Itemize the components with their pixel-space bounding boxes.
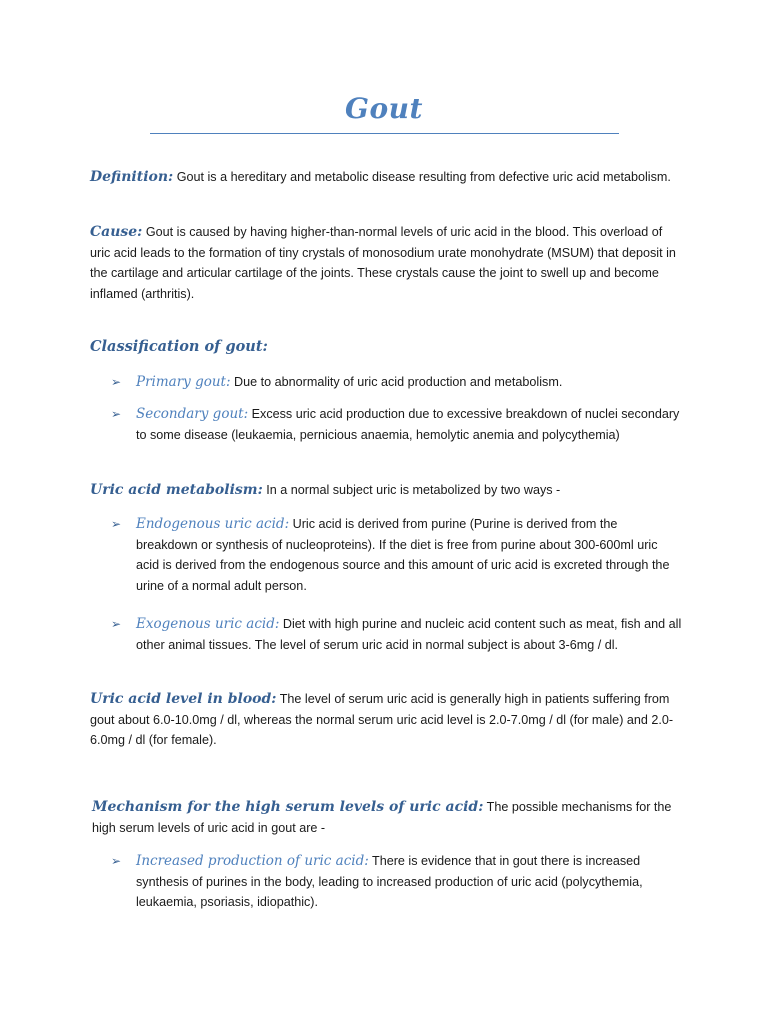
cause-text: Gout is caused by having higher-than-normal levels of uric acid in the blood. This overload of uric acid leads to the formation of tiny crystals of monosodium urate monohydrate (MSUM) that deposit in the cartilage and articular cartilage of the joints. These crystals cause the joint to swell up and become inflamed (arthritis). (90, 225, 676, 301)
mechanism-text: The possible mechanisms for the high serum levels of uric acid in gout are - (92, 800, 672, 835)
mechanism-paragraph (92, 797, 684, 838)
primary-gout-text: Due to abnormality of uric acid production and metabolism. (230, 375, 563, 389)
level-text: The level of serum uric acid is generally high in patients suffering from gout about 6.0-10.0mg / dl, whereas the normal serum uric acid level is 2.0-7.0mg / dl (for male) and 2.0-6.0mg / dl (for female). (90, 692, 674, 747)
exogenous-text: Diet with high purine and nucleic acid content such as meat, fish and all other animal tissues. The level of serum uric acid in normal subject is about 3-6mg / dl. (136, 617, 682, 652)
cause-paragraph (90, 222, 682, 304)
list-item (111, 851, 682, 913)
level-paragraph (90, 689, 682, 751)
arrow-bullet-icon: ➢ (111, 407, 122, 421)
endogenous-label: Endogenous uric acid: (136, 516, 290, 532)
list-item (111, 404, 682, 445)
definition-paragraph (90, 167, 682, 188)
list-item (111, 372, 682, 393)
arrow-bullet-icon: ➢ (111, 517, 122, 531)
mechanism-label: Mechanism for the high serum levels of uric acid: (92, 799, 484, 815)
cause-label: Cause: (90, 224, 143, 240)
primary-gout-label: Primary gout: (136, 374, 231, 390)
arrow-bullet-icon: ➢ (111, 617, 122, 631)
secondary-gout-label: Secondary gout: (136, 406, 249, 422)
title-underline (150, 133, 619, 134)
arrow-bullet-icon: ➢ (111, 375, 122, 389)
level-label: Uric acid level in blood: (90, 691, 277, 707)
metabolism-text: In a normal subject uric is metabolized by two ways - (262, 483, 561, 497)
definition-text: Gout is a hereditary and metabolic disease resulting from defective uric acid metabolism. (173, 170, 671, 184)
endogenous-text: Uric acid is derived from purine (Purine is derived from the breakdown or synthesis of nucleoproteins). If the diet is free from purine about 300-600ml uric acid is derived from the endogenous source and this amount of uric acid is excreted through the urine of a normal adult person. (136, 517, 670, 593)
arrow-bullet-icon: ➢ (111, 854, 122, 868)
exogenous-label: Exogenous uric acid: (136, 616, 280, 632)
increased-production-text: There is evidence that in gout there is increased synthesis of purines in the body, leading to increased production of uric acid (polycythemia, leukaemia, psoriasis, idiopathic). (136, 854, 643, 909)
metabolism-paragraph (90, 480, 682, 501)
list-item (111, 514, 682, 596)
classification-heading: Classification of gout: (90, 338, 268, 355)
list-item (111, 614, 682, 655)
metabolism-label: Uric acid metabolism: (90, 482, 263, 498)
definition-label: Definition: (90, 169, 174, 185)
secondary-gout-text: Excess uric acid production due to excessive breakdown of nuclei secondary to some disease (leukaemia, pernicious anaemia, hemolytic anemia and polycythemia) (136, 407, 680, 442)
page-title: Gout (345, 92, 423, 125)
increased-production-label: Increased production of uric acid: (136, 853, 369, 869)
